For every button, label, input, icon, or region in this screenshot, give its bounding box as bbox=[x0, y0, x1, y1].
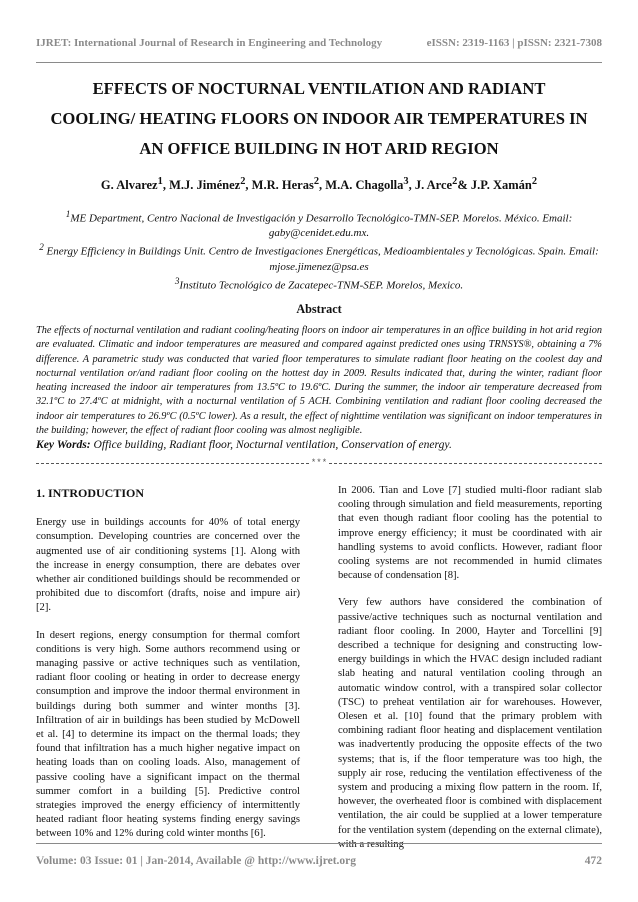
affiliation bbox=[36, 207, 602, 240]
affiliation-text: ME Department, Centro Nacional de Investigación y Desarrollo Tecnológico-TMN-SEP. Morelos. México. Email: gaby@cenidet.edu.mx. bbox=[70, 212, 573, 240]
paragraph: In desert regions, energy consumption for thermal comfort conditions is very high. Some authors recommend using or managing passive or active techniques such as ventilation, radiant floor cooling or heating in order to decrease energy consumption and improve the indoor thermal environment in buildings during both summer and winter months [3]. Infiltration of air in buildings has been studied by McDowell et al. [4] to determine its impact on the thermal loads; they found that infiltration has a much higher negative impact on heating loads than on cooling loads. Also, management of passive cooling have a significant impact on the thermal summer comfort in a building [5]. Predictive control strategies improved the energy efficiency of intermittently heated radiant floor heating systems finding energy savings between 10% and 12% during cold winter months [6]. bbox=[36, 629, 300, 840]
author-separator: , bbox=[245, 178, 252, 193]
author-separator: , bbox=[408, 178, 415, 193]
section-separator bbox=[36, 458, 602, 468]
paragraph: In 2006. Tian and Love [7] studied multi-floor radiant slab cooling through simulation and field measurements, reporting that even though radiant floor cooling has the potential to improve energy efficiency; it must be coordinated with air handling systems to avoid conflicts. However, radiant floor cooling systems are not recommended in humid climates because of condensation [8]. bbox=[338, 485, 602, 582]
header-rule bbox=[36, 62, 602, 63]
author-name: M.R. Heras bbox=[251, 178, 314, 193]
affiliation-mark: 2 bbox=[39, 242, 44, 253]
author-name: M.J. Jiménez bbox=[169, 178, 241, 193]
keywords bbox=[36, 438, 602, 451]
footer-rule bbox=[36, 843, 602, 844]
author-affil-mark: 2 bbox=[531, 176, 538, 187]
author-name: M.A. Chagolla bbox=[325, 178, 404, 193]
affiliations bbox=[36, 207, 602, 293]
author-affil-mark: 1 bbox=[157, 176, 163, 187]
abstract-heading: Abstract bbox=[296, 302, 342, 316]
section-heading: 1. INTRODUCTION bbox=[36, 486, 145, 500]
volume-info: Volume: 03 Issue: 01 | Jan-2014, Available @ http://www.ijret.org bbox=[36, 855, 357, 867]
separator-dashes-right bbox=[329, 463, 602, 464]
paper-title bbox=[30, 74, 608, 164]
page-number: 472 bbox=[584, 855, 602, 867]
issn-text: eISSN: 2319-1163 | pISSN: 2321-7308 bbox=[426, 37, 602, 49]
affiliation-text: Instituto Tecnológico de Zacatepec-TNM-SEP. Morelos, Mexico. bbox=[179, 279, 464, 292]
paragraph: Very few authors have considered the combination of passive/active techniques such as nocturnal ventilation and radiant floor cooling. In 2000, Hayter and Torcellini [9] described a technique for designing and constructing low-energy buildings in which the HVAC design included radiant slab heating and natural ventilation cooling through an automatic window control, with a transpired solar collector (TSC) to preheat ventilation air for warehouses. However, Olesen et al. [10] found that the primary problem with combining radiant floor heating and displacement ventilation was inadvertently producing the opposite effects of the two systems; that is, if the floor temperature was too high, the supply air rose, reducing the ventilation effectiveness of the system and producing a mixing flow pattern in the room. If, however, the overheated floor is combined with displacement ventilation, the air could be supplied at a lower temperature for the ventilation system (depending on the external climate), with a resulting bbox=[338, 597, 602, 850]
keywords-text: Office building, Radiant floor, Nocturnal ventilation, Conservation of energy. bbox=[90, 438, 452, 451]
author-affil-mark: 3 bbox=[403, 176, 409, 187]
author-affil-mark: 2 bbox=[452, 176, 458, 187]
affiliation-mark: 1 bbox=[65, 209, 71, 219]
affiliation bbox=[36, 240, 602, 273]
author-name: G. Alvarez bbox=[100, 178, 158, 193]
affiliation-text: Energy Efficiency in Buildings Unit. Centro de Investigaciones Energéticas, Medioambientales y Tecnológicas. Spain. Email: mjose.jimenez@psa.es bbox=[43, 246, 599, 273]
author-affil-mark: 2 bbox=[313, 176, 320, 187]
affiliation bbox=[36, 274, 602, 293]
title-line: AN OFFICE BUILDING IN HOT ARID REGION bbox=[139, 139, 499, 158]
paragraph: Energy use in buildings accounts for 40% of total energy consumption. Developing countries are concerned over the augmented use of air conditioning systems [1]. Along with the increase in energy consumption, there are debates over whether air conditioned buildings should be recommended or prohibited due to discomfort (drafts, noise and impure air) [2]. bbox=[36, 517, 300, 614]
author-name: J.P. Xamán bbox=[470, 178, 532, 193]
separator-dashes-left bbox=[36, 463, 309, 464]
author-separator: , bbox=[162, 178, 170, 193]
title-line: EFFECTS OF NOCTURNAL VENTILATION AND RADIANT bbox=[92, 79, 546, 98]
journal-name: IJRET: International Journal of Research in Engineering and Technology bbox=[36, 37, 383, 49]
separator-mark: *** bbox=[310, 458, 328, 468]
author-separator: , bbox=[319, 178, 326, 193]
left-column bbox=[36, 484, 300, 855]
page-header bbox=[36, 37, 602, 49]
right-column bbox=[338, 484, 602, 865]
keywords-label: Key Words: bbox=[36, 438, 91, 451]
author-separator: & bbox=[457, 178, 471, 193]
title-line: COOLING/ HEATING FLOORS ON INDOOR AIR TEMPERATURES IN bbox=[50, 109, 588, 128]
affiliation-mark: 3 bbox=[174, 275, 180, 286]
author-affil-mark: 2 bbox=[240, 176, 246, 187]
author-name: J. Arce bbox=[414, 178, 453, 193]
abstract-text: The effects of nocturnal ventilation and radiant cooling/heating floors on indoor air temperatures in an office building in hot arid region are evaluated. Climatic and indoor temperatures are measured and compared against predicted ones using TRNSYS®, obtaining a 7% difference. A parametric study was conducted that varied floor temperatures to simulate radiant floor heating on the coolest day and nocturnal ventilation or/and radiant floor cooling on the hottest day in 2009. Results indicated that, during the winter, radiant floor heating increased the indoor air temperatures from 13.5ºC to 19.6ºC. During the summer, the indoor air temperature decreased from 32.1ºC to 27.4ºC at midnight, with a nocturnal ventilation of 5 ACH. Combining ventilation and radiant floor cooling decreased the indoor air temperatures to 26.9ºC (0.5ºC lower). As a result, the effect of nighttime ventilation was significant on indoor temperatures in the building; however, the effect of radiant floor cooling was almost negligible. bbox=[36, 325, 602, 437]
page-footer bbox=[36, 855, 602, 867]
author-list bbox=[30, 176, 608, 193]
